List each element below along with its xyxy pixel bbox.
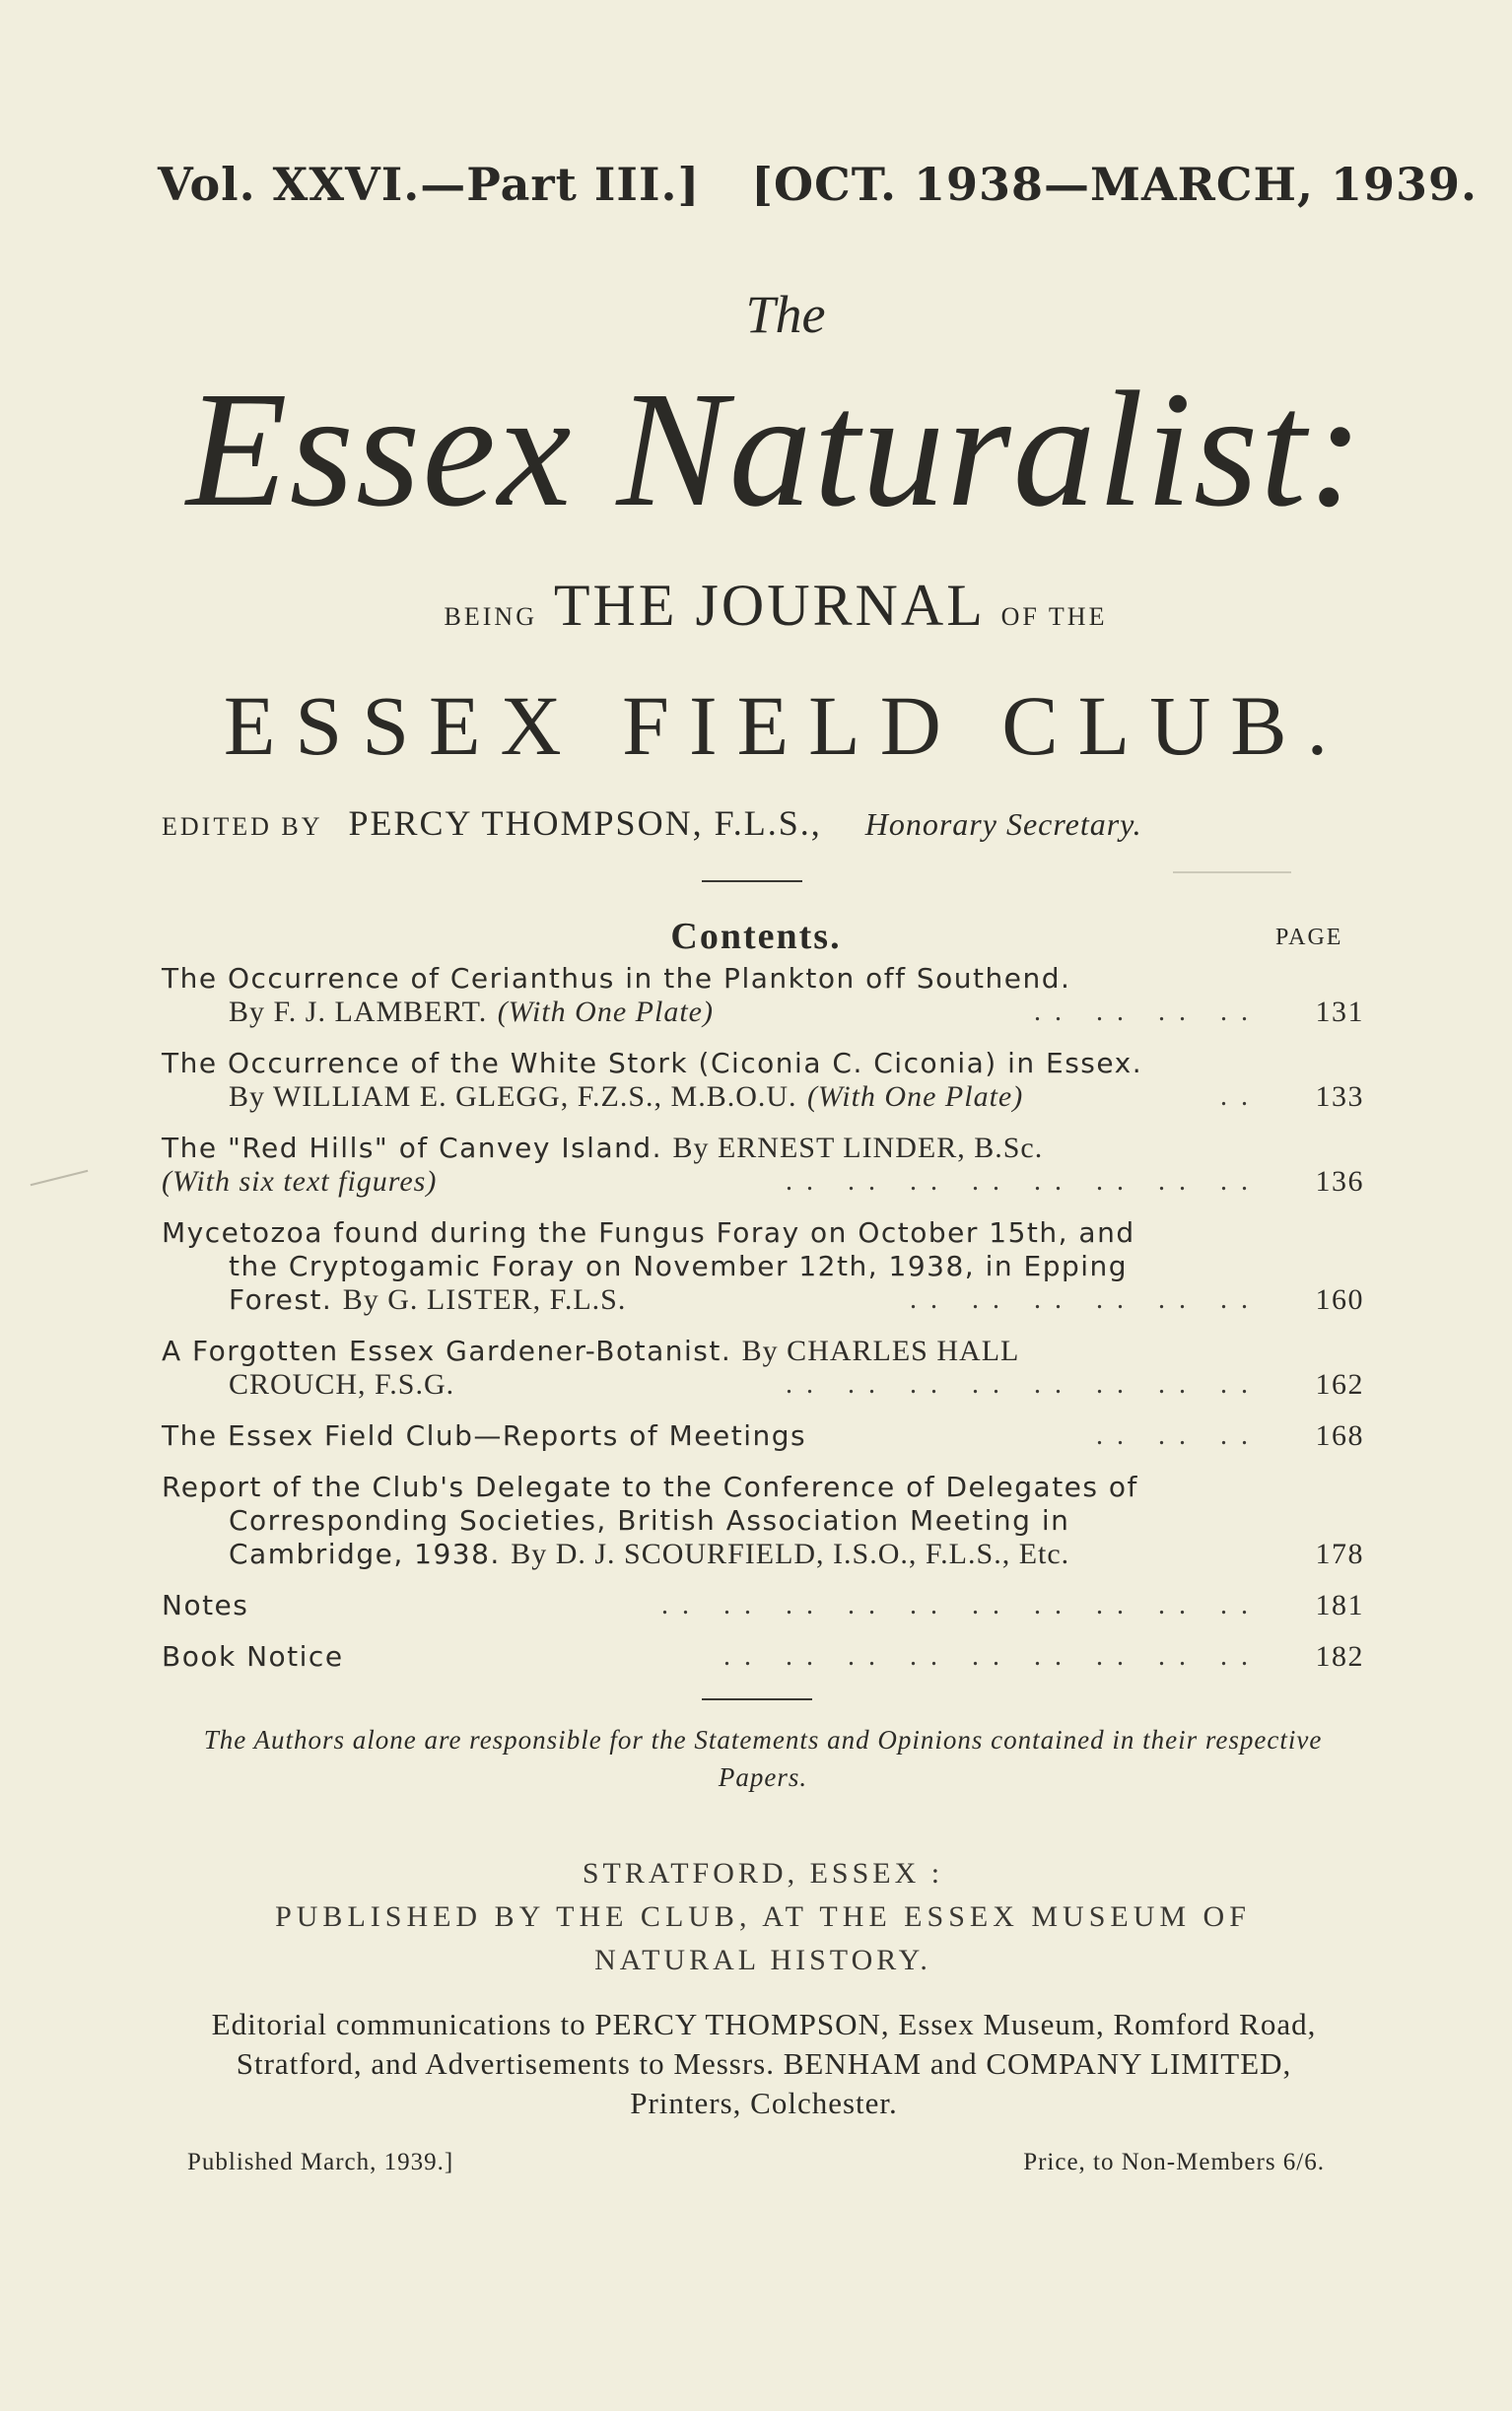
club-name: ESSEX FIELD CLUB. [223,678,1348,773]
toc-note: (With One Plate) [806,1080,1024,1113]
toc-leader: .. .. .. .. [1034,997,1262,1027]
subtitle-journal [20,572,1512,640]
toc-leader: .. .. .. .. .. .. .. .. .. [723,1641,1262,1672]
toc-line [162,1640,1364,1674]
toc-author: By G. LISTER, F.L.S. [342,1283,627,1316]
toc-title: The Essex Field Club—Reports of Meetings [162,1419,807,1452]
toc-author-cont: CROUCH, F.S.G. [229,1368,455,1401]
toc-title: The Occurrence of Cerianthus in the Plankton off Southend. [162,962,1071,995]
toc-page-number: 178 [1315,1538,1364,1570]
toc-line [162,1419,1364,1453]
volume-header [158,158,1478,211]
toc-page-number: 160 [1315,1283,1364,1316]
toc-title: The Occurrence of the White Stork (Ciconia C. Ciconia) in Essex. [162,1047,1143,1079]
toc-line [162,1471,1364,1504]
toc-leader: .. [1220,1081,1262,1112]
toc-entry [162,1419,1364,1453]
toc-line [162,1216,1364,1250]
publisher-line: NATURAL HISTORY. [594,1944,931,1976]
journal-title: Essex Naturalist: [186,358,1365,541]
toc-title: The "Red Hills" of Canvey Island. [162,1132,663,1164]
toc-entry [162,1335,1364,1402]
toc-entry [162,962,1364,1029]
toc-author: By F. J. LAMBERT. [229,996,488,1028]
toc-author: By WILLIAM E. GLEGG, F.Z.S., M.B.O.U. [229,1080,797,1113]
edited-by-label: EDITED BY [162,812,323,841]
toc-leader: .. .. .. [1096,1420,1262,1451]
toc-title: Report of the Club's Delegate to the Conference of Delegates of [162,1471,1138,1503]
toc-line [162,1165,1364,1199]
disclaimer: The Authors alone are responsible for the Statements and Opinions contained in their respective Papers. [203,1725,1323,1792]
toc-entry [162,1640,1364,1674]
toc-author: By D. J. SCOURFIELD, I.S.O., F.L.S., Etc. [511,1538,1070,1570]
toc-page-number: 133 [1315,1080,1364,1113]
toc-line [162,1250,1364,1283]
toc-line [162,962,1364,996]
toc-author: By ERNEST LINDER, B.Sc. [672,1132,1044,1164]
toc-entry [162,1589,1364,1622]
toc-entry [162,1471,1364,1571]
margin-mark [31,1170,89,1186]
toc-leader: .. .. .. .. .. .. .. .. [786,1369,1262,1400]
toc-line [162,1589,1364,1622]
toc-leader: .. .. .. .. .. .. .. .. [786,1166,1262,1197]
toc-line [162,1504,1364,1538]
toc-title-cont: Forest. [229,1283,333,1316]
toc-page-number: 131 [1315,996,1364,1028]
toc-page-number: 136 [1315,1165,1364,1198]
contents-heading: Contents. [670,916,842,957]
ink-smudge [1173,871,1291,873]
toc-title: Book Notice [162,1640,344,1673]
table-of-contents [162,962,1364,1691]
toc-line [162,996,1364,1029]
title-the: The [745,285,826,344]
toc-note: (With six text figures) [162,1165,438,1198]
price-note: Price, to Non-Members 6/6. [1023,2149,1325,2175]
toc-title: Mycetozoa found during the Fungus Foray on October 15th, and [162,1216,1135,1249]
toc-line [162,1047,1364,1080]
toc-page-number: 182 [1315,1640,1364,1673]
toc-line [162,1283,1364,1317]
toc-title: A Forgotten Essex Gardener-Botanist. [162,1335,732,1367]
toc-line [162,1132,1364,1165]
publication-date: Published March, 1939.] [187,2149,454,2175]
toc-entry [162,1047,1364,1114]
toc-note: (With One Plate) [497,996,714,1028]
toc-line [162,1368,1364,1402]
toc-page-number: 181 [1315,1589,1364,1621]
toc-page-number: 162 [1315,1368,1364,1401]
journal-label: THE JOURNAL [553,573,984,638]
toc-author: By CHARLES HALL [741,1335,1020,1367]
page-column-label: PAGE [1275,925,1343,950]
toc-page-number: 168 [1315,1419,1364,1452]
volume-label: Vol. XXVI.—Part III.] [158,158,701,211]
toc-leader: .. .. .. .. .. .. [910,1284,1262,1315]
publisher-place: STRATFORD, ESSEX : [582,1857,944,1890]
toc-entry [162,1216,1364,1317]
toc-line [162,1080,1364,1114]
editor-name: PERCY THOMPSON, F.L.S., [348,803,822,843]
editorial-note: Editorial communications to PERCY THOMPSON, Essex Museum, Romford Road, Stratford, and Advertisements to Messrs. BENHAM and COMPANY LIMITED, Printers, Colchester. [211,2007,1317,2120]
editor-line [162,802,1364,844]
toc-title-cont: Corresponding Societies, British Association Meeting in [229,1504,1070,1537]
toc-title-cont: the Cryptogamic Foray on November 12th, 1938, in Epping [229,1250,1129,1282]
being-prefix: BEING [444,602,537,631]
toc-line [162,1538,1364,1571]
toc-entry [162,1132,1364,1199]
of-the: OF THE [1000,602,1108,631]
toc-title: Notes [162,1589,249,1621]
editor-role: Honorary Secretary. [864,806,1142,842]
toc-line [162,1335,1364,1368]
date-range: [OCT. 1938—MARCH, 1939. [751,158,1478,211]
divider [702,880,802,882]
toc-leader: .. .. .. .. .. .. .. .. .. .. [661,1590,1262,1620]
divider [702,1698,812,1700]
publisher-line: PUBLISHED BY THE CLUB, AT THE ESSEX MUSEUM OF [275,1900,1251,1933]
toc-title-cont: Cambridge, 1938. [229,1538,501,1570]
